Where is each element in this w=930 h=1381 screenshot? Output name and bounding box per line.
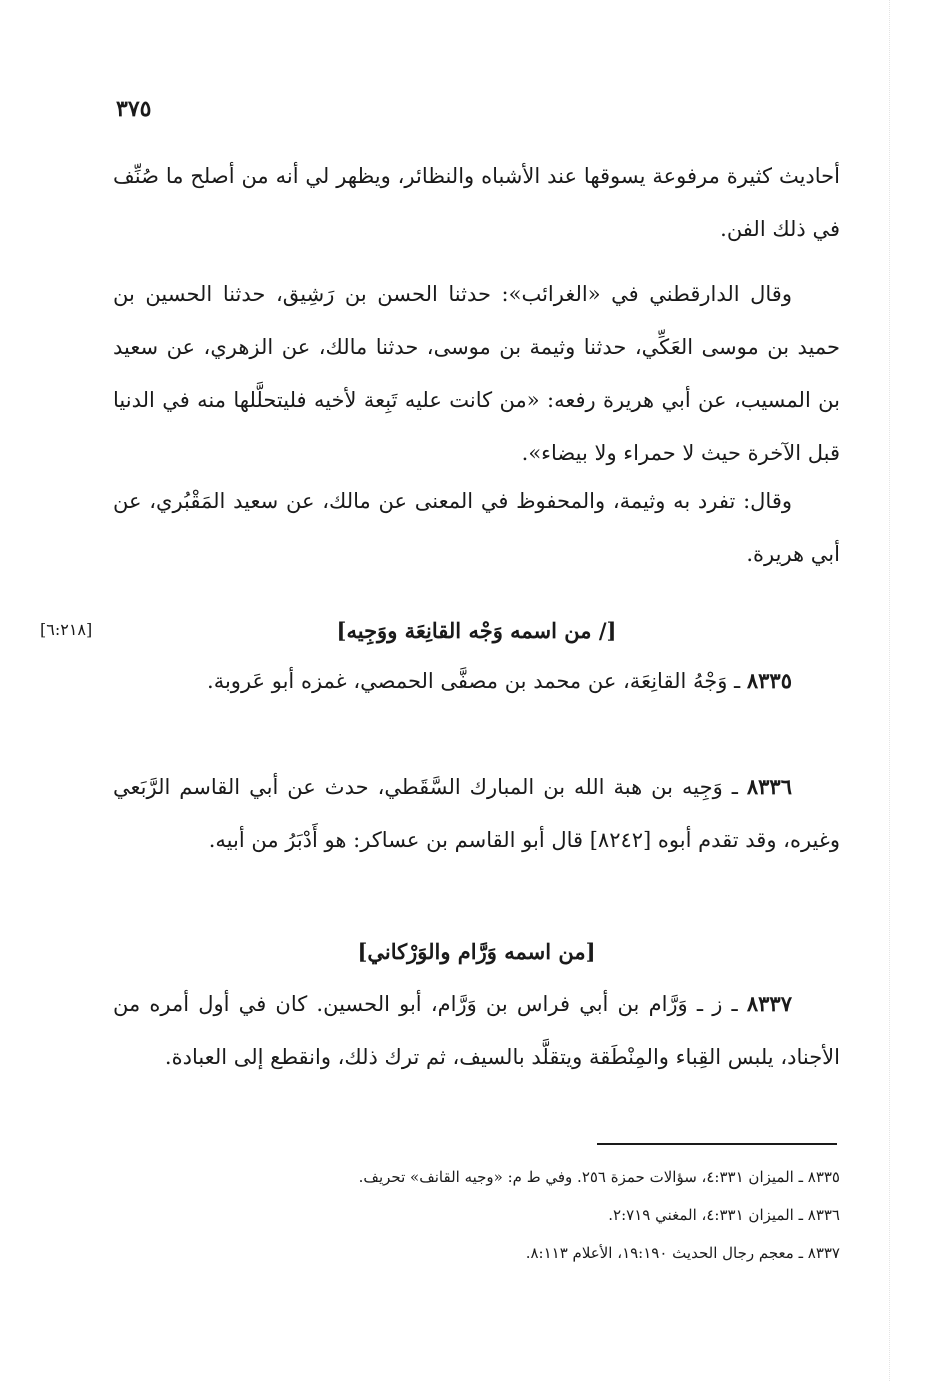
side-reference: [٦:٢١٨]: [40, 620, 93, 639]
entry-text: ـ وَجِيه بن هبة الله بن المبارك السَّقَطي، حدث عن أبي القاسم الرَّبَعي وغيره، وقد تقدم أبوه [٨٢٤٢] قال أبو القاسم بن عساكر: هو أَدْبَرُ من أبيه.: [113, 775, 840, 852]
footnotes: [113, 1158, 840, 1272]
entry-number: ٨٣٣٦: [746, 774, 792, 799]
entry-number: ٨٣٣٥: [746, 668, 792, 693]
entry-number: ٨٣٣٧: [746, 991, 792, 1016]
entry-8336: [113, 760, 840, 867]
page-number: ٣٧٥: [116, 96, 152, 122]
footnote-8336: ٨٣٣٦ ـ الميزان ٤:٣٣١، المغني ٢:٧١٩.: [608, 1206, 840, 1224]
scan-edge: [889, 0, 930, 1381]
paragraph-tafarrud: وقال: تفرد به وثيمة، والمحفوظ في المعنى عن مالك، عن سعيد المَقْبُري، عن أبي هريرة.: [113, 489, 840, 566]
section-heading-warram: [من اسمه وَرَّام والوَرْكاني]: [357, 939, 596, 964]
paragraph-daraqutni: وقال الدارقطني في «الغرائب»: حدثنا الحسن بن رَشِيق، حدثنا الحسين بن حميد بن موسى العَكِّي، حدثنا وثيمة بن موسى، حدثنا مالك، عن الزهري، عن سعيد بن المسيب، عن أبي هريرة رفعه: «من كانت عليه تَبِعة لأخيه فليتحلَّلها منه في الدنيا قبل الآخرة حيث لا حمراء ولا بيضاء».: [113, 282, 840, 465]
entry-8335: [113, 654, 840, 708]
section-heading-wajh: [/ من اسمه وَجْه القانِعَة ووَجِيه]: [336, 618, 617, 643]
footnote-divider: [597, 1143, 837, 1145]
footnote-8337: ٨٣٣٧ ـ معجم رجال الحديث ١٩:١٩٠، الأعلام ٨:١١٣.: [525, 1244, 840, 1262]
entry-text: ـ ز ـ وَرَّام بن أبي فراس بن وَرَّام، أبو الحسين. كان في أول أمره من الأجناد، يلبس القِباء والمِنْطَقة ويتقلَّد بالسيف، ثم ترك ذلك، وانقطع إلى العبادة.: [113, 992, 840, 1069]
paragraph-continuation: أحاديث كثيرة مرفوعة يسوقها عند الأشباه والنظائر، ويظهر لي أنه من أصلح ما صُنِّف في ذلك الفن.: [113, 164, 840, 241]
entry-text: ـ وَجْهُ القانِعَة، عن محمد بن مصفَّى الحمصي، غمزه أبو عَروبة.: [207, 669, 741, 693]
entry-8337: [113, 977, 840, 1084]
footnote-8335: ٨٣٣٥ ـ الميزان ٤:٣٣١، سؤالات حمزة ٢٥٦. وفي ط م: «وجيه القانف» تحريف.: [358, 1168, 840, 1186]
